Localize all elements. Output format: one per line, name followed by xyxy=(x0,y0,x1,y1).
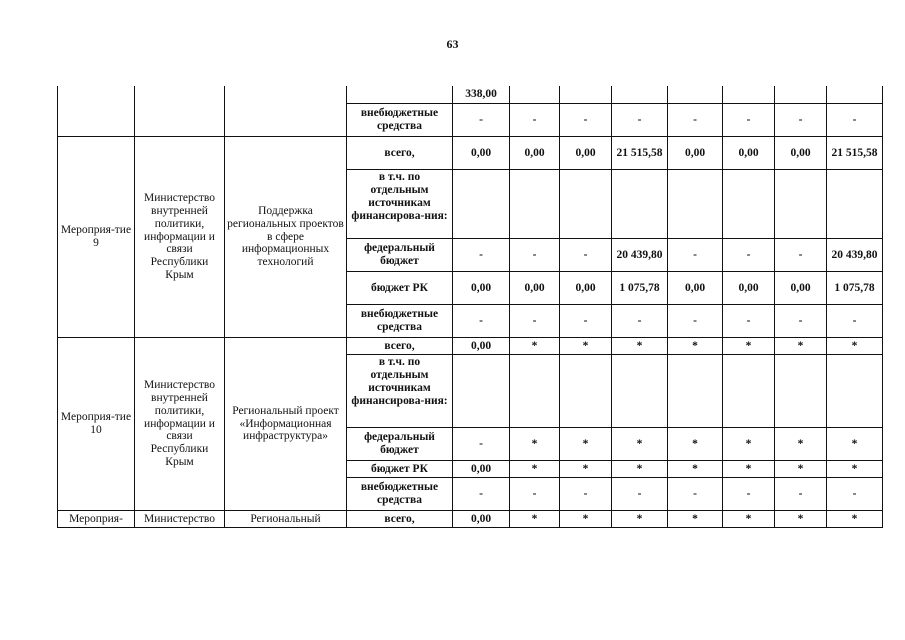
activity-cell: Региональный проект «Информационная инфраструктура» xyxy=(225,338,347,511)
value-cell: 0,00 xyxy=(453,511,510,528)
source-cell: бюджет РК xyxy=(347,272,453,305)
value-cell: 0,00 xyxy=(668,272,723,305)
activity-cell: Региональный xyxy=(225,511,347,528)
value-cell xyxy=(775,170,827,239)
value-cell: * xyxy=(510,461,560,478)
value-cell: 338,00 xyxy=(453,86,510,104)
value-cell: * xyxy=(723,511,775,528)
value-cell: - xyxy=(560,305,612,338)
value-cell: - xyxy=(453,478,510,511)
value-cell: - xyxy=(827,305,883,338)
value-cell: - xyxy=(723,239,775,272)
activity-cell: Поддержка региональных проектов в сфере информационных технологий xyxy=(225,137,347,338)
value-cell xyxy=(510,355,560,428)
value-cell: 20 439,80 xyxy=(612,239,668,272)
value-cell: - xyxy=(668,239,723,272)
value-cell xyxy=(827,86,883,104)
value-cell: - xyxy=(453,239,510,272)
value-cell: - xyxy=(668,478,723,511)
value-cell: 0,00 xyxy=(453,137,510,170)
executor-cell: Министерство xyxy=(135,511,225,528)
value-cell xyxy=(612,355,668,428)
value-cell xyxy=(612,86,668,104)
value-cell xyxy=(827,170,883,239)
value-cell: 0,00 xyxy=(560,137,612,170)
value-cell: - xyxy=(612,478,668,511)
event-cell: Мероприя- xyxy=(58,511,135,528)
value-cell: 1 075,78 xyxy=(827,272,883,305)
value-cell: - xyxy=(510,305,560,338)
value-cell: * xyxy=(668,428,723,461)
value-cell: * xyxy=(560,461,612,478)
value-cell: * xyxy=(775,461,827,478)
value-cell xyxy=(668,86,723,104)
value-cell: * xyxy=(775,428,827,461)
source-cell: в т.ч. по отдельным источникам финансирова-ния: xyxy=(347,355,453,428)
value-cell: - xyxy=(775,104,827,137)
value-cell: 0,00 xyxy=(723,137,775,170)
value-cell xyxy=(560,86,612,104)
value-cell: 0,00 xyxy=(453,272,510,305)
value-cell: 0,00 xyxy=(453,338,510,355)
value-cell xyxy=(510,170,560,239)
source-cell: внебюджетные средства xyxy=(347,305,453,338)
source-cell: всего, xyxy=(347,511,453,528)
value-cell: - xyxy=(668,104,723,137)
value-cell xyxy=(775,86,827,104)
value-cell xyxy=(560,170,612,239)
value-cell xyxy=(612,170,668,239)
value-cell: * xyxy=(560,428,612,461)
value-cell xyxy=(560,355,612,428)
value-cell xyxy=(453,170,510,239)
source-cell: внебюджетные средства xyxy=(347,478,453,511)
executor-cell-continued xyxy=(135,86,225,137)
value-cell: * xyxy=(612,428,668,461)
value-cell: - xyxy=(560,239,612,272)
table-row xyxy=(58,511,883,528)
value-cell: - xyxy=(612,104,668,137)
value-cell: - xyxy=(612,305,668,338)
value-cell: - xyxy=(510,239,560,272)
event-cell: Мероприя-тие 9 xyxy=(58,137,135,338)
value-cell: * xyxy=(827,338,883,355)
value-cell: * xyxy=(612,461,668,478)
value-cell: - xyxy=(560,478,612,511)
value-cell: * xyxy=(612,511,668,528)
value-cell: - xyxy=(723,478,775,511)
value-cell: * xyxy=(560,338,612,355)
value-cell: 0,00 xyxy=(723,272,775,305)
value-cell: 0,00 xyxy=(668,137,723,170)
page-number: 63 xyxy=(446,37,459,51)
value-cell xyxy=(453,355,510,428)
value-cell xyxy=(723,355,775,428)
value-cell: 0,00 xyxy=(775,272,827,305)
value-cell: * xyxy=(827,428,883,461)
value-cell: * xyxy=(827,511,883,528)
source-cell: федеральный бюджет xyxy=(347,239,453,272)
value-cell: - xyxy=(453,305,510,338)
value-cell: * xyxy=(510,428,560,461)
executor-cell: Министерство внутренней политики, информации и связи Республики Крым xyxy=(135,338,225,511)
value-cell: * xyxy=(723,338,775,355)
source-cell: внебюджетные средства xyxy=(347,104,453,137)
value-cell: 21 515,58 xyxy=(612,137,668,170)
value-cell: 0,00 xyxy=(510,137,560,170)
value-cell: * xyxy=(668,511,723,528)
value-cell: 0,00 xyxy=(775,137,827,170)
value-cell xyxy=(723,170,775,239)
value-cell xyxy=(668,355,723,428)
value-cell xyxy=(668,170,723,239)
value-cell: * xyxy=(723,461,775,478)
value-cell: * xyxy=(723,428,775,461)
value-cell: - xyxy=(453,104,510,137)
value-cell: 0,00 xyxy=(453,461,510,478)
value-cell: - xyxy=(723,305,775,338)
value-cell xyxy=(723,86,775,104)
value-cell: - xyxy=(510,104,560,137)
value-cell: * xyxy=(775,338,827,355)
value-cell: * xyxy=(668,338,723,355)
value-cell: * xyxy=(510,511,560,528)
value-cell: * xyxy=(612,338,668,355)
value-cell: * xyxy=(668,461,723,478)
value-cell: - xyxy=(723,104,775,137)
value-cell: * xyxy=(827,461,883,478)
value-cell: * xyxy=(510,338,560,355)
value-cell: 21 515,58 xyxy=(827,137,883,170)
value-cell: * xyxy=(775,511,827,528)
budget-table xyxy=(57,86,883,528)
executor-cell: Министерство внутренней политики, информации и связи Республики Крым xyxy=(135,137,225,338)
value-cell: * xyxy=(560,511,612,528)
event-cell: Мероприя-тие 10 xyxy=(58,338,135,511)
value-cell: - xyxy=(560,104,612,137)
value-cell: - xyxy=(775,478,827,511)
value-cell: - xyxy=(453,428,510,461)
source-cell-continued xyxy=(347,86,453,104)
value-cell: - xyxy=(775,305,827,338)
value-cell xyxy=(827,355,883,428)
source-cell: всего, xyxy=(347,137,453,170)
value-cell: 20 439,80 xyxy=(827,239,883,272)
table-row xyxy=(58,338,883,355)
value-cell: - xyxy=(668,305,723,338)
source-cell: бюджет РК xyxy=(347,461,453,478)
value-cell xyxy=(510,86,560,104)
source-cell: в т.ч. по отдельным источникам финансирова-ния: xyxy=(347,170,453,239)
source-cell: всего, xyxy=(347,338,453,355)
value-cell: 1 075,78 xyxy=(612,272,668,305)
value-cell: 0,00 xyxy=(560,272,612,305)
table-row xyxy=(58,137,883,170)
value-cell: - xyxy=(827,104,883,137)
value-cell xyxy=(775,355,827,428)
event-cell-continued xyxy=(58,86,135,137)
value-cell: - xyxy=(827,478,883,511)
source-cell: федеральный бюджет xyxy=(347,428,453,461)
value-cell: - xyxy=(510,478,560,511)
value-cell: 0,00 xyxy=(510,272,560,305)
table-row xyxy=(58,86,883,104)
value-cell: - xyxy=(775,239,827,272)
activity-cell-continued xyxy=(225,86,347,137)
